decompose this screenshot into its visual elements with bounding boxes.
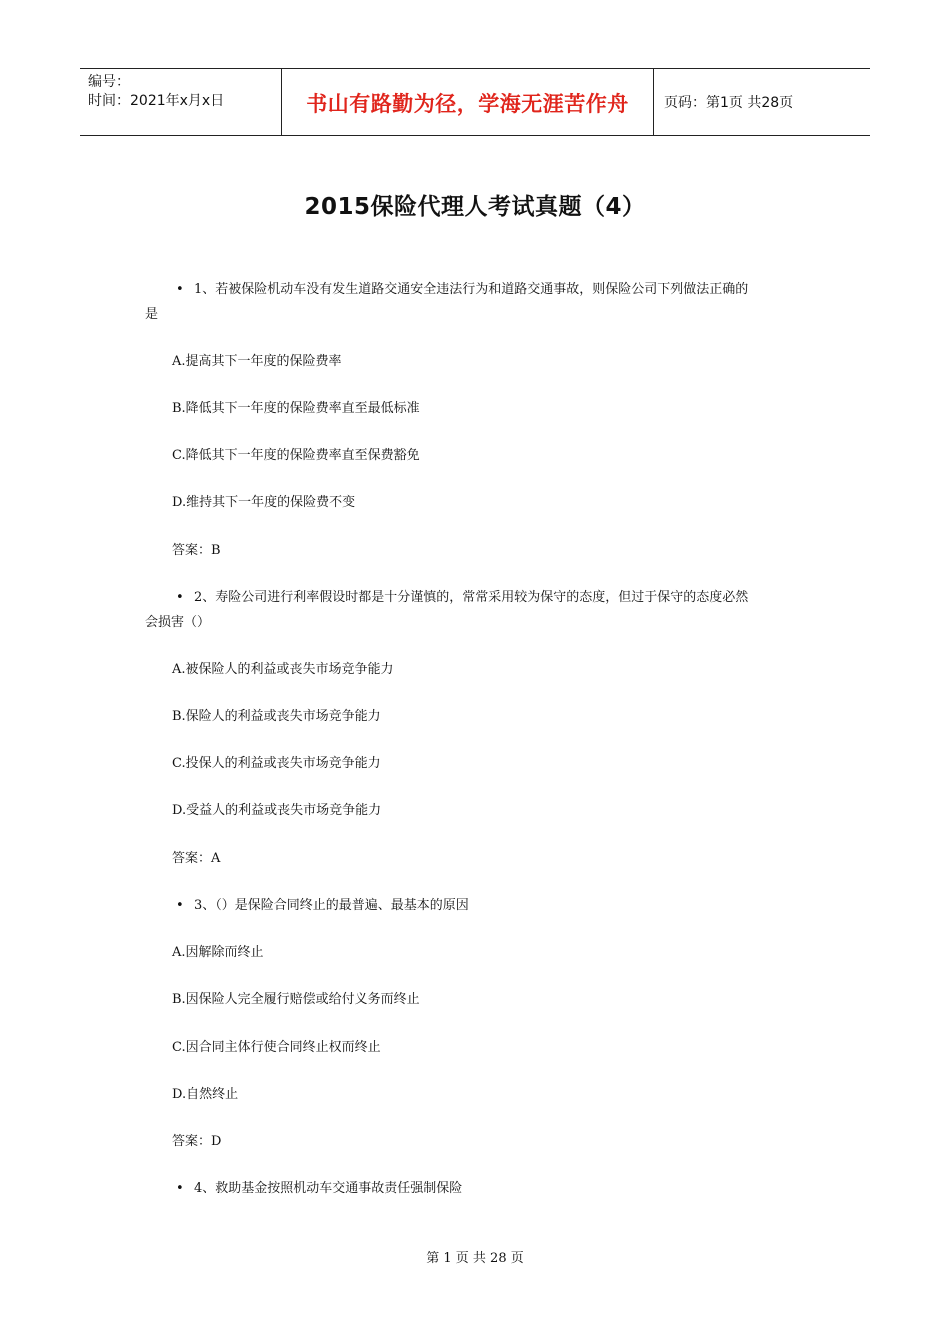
- question-text: 2、寿险公司进行利率假设时都是十分谨慎的，常常采用较为保守的态度，但过于保守的态度必然: [194, 590, 749, 605]
- bullet-icon: •: [176, 898, 184, 913]
- question-2-line2: 会损害（）: [145, 615, 211, 630]
- document-header: [80, 68, 870, 136]
- question-3-answer: 答案：D: [172, 1134, 222, 1149]
- question-text: 3、（）是保险合同终止的最普遍、最基本的原因: [194, 898, 469, 913]
- question-1-option-a: A.提高其下一年度的保险费率: [172, 354, 342, 369]
- header-meta-cell: [80, 69, 282, 135]
- question-3-line1: [176, 894, 469, 913]
- question-2-option-d: D.受益人的利益或丧失市场竞争能力: [172, 803, 382, 818]
- question-3-option-a: A.因解除而终止: [172, 945, 264, 960]
- question-2-option-b: B.保险人的利益或丧失市场竞争能力: [172, 709, 381, 724]
- page-title: 2015保险代理人考试真题（4）: [304, 194, 646, 220]
- page-info: 页码：第1页 共28页: [664, 95, 794, 111]
- question-text: 1、若被保险机动车没有发生道路交通安全违法行为和道路交通事故，则保险公司下列做法正确的: [194, 282, 749, 297]
- page-footer: 第 1 页 共 28 页: [426, 1251, 524, 1266]
- number-label: 编号：: [88, 74, 130, 90]
- question-text: 4、救助基金按照机动车交通事故责任强制保险: [194, 1181, 463, 1196]
- time-label: 时间：2021年x月x日: [88, 93, 225, 109]
- motto-text: 书山有路勤为径，学海无涯苦作舟: [306, 92, 629, 116]
- bullet-icon: •: [176, 282, 184, 297]
- question-1-answer: 答案：B: [172, 543, 221, 558]
- question-1-line1: [176, 278, 748, 297]
- question-1-option-b: B.降低其下一年度的保险费率直至最低标准: [172, 401, 420, 416]
- question-2-option-c: C.投保人的利益或丧失市场竞争能力: [172, 756, 381, 771]
- question-2-answer: 答案：A: [172, 851, 221, 866]
- question-2-line1: [176, 586, 748, 605]
- question-1-option-d: D.维持其下一年度的保险费不变: [172, 495, 356, 510]
- question-1-line2: 是: [145, 307, 159, 322]
- header-page-cell: [654, 69, 870, 135]
- header-motto-cell: [282, 69, 654, 135]
- question-3-option-c: C.因合同主体行使合同终止权而终止: [172, 1040, 381, 1055]
- question-3-option-d: D.自然终止: [172, 1087, 239, 1102]
- question-4-line1: [176, 1177, 462, 1196]
- bullet-icon: •: [176, 1181, 184, 1196]
- bullet-icon: •: [176, 590, 184, 605]
- question-3-option-b: B.因保险人完全履行赔偿或给付义务而终止: [172, 992, 420, 1007]
- question-2-option-a: A.被保险人的利益或丧失市场竞争能力: [172, 662, 394, 677]
- question-1-option-c: C.降低其下一年度的保险费率直至保费豁免: [172, 448, 420, 463]
